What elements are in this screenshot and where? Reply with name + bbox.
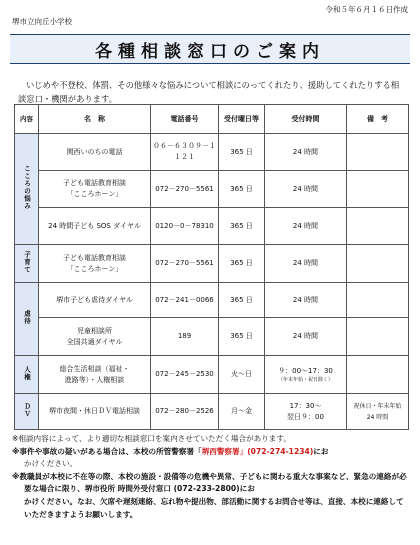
- consultation-table: [14, 104, 409, 430]
- service-name: 子ども電話教育相談 「こころホーン」: [39, 245, 151, 283]
- table-row: [15, 318, 409, 356]
- creation-date: 令和５年６月１６日作成: [325, 5, 408, 14]
- service-hours: 24 時間: [265, 134, 347, 171]
- table-row: [15, 208, 409, 245]
- service-hours: 24 時間: [265, 171, 347, 208]
- header-phone: 電話番号: [151, 105, 219, 134]
- service-name: 関西いのちの電話: [39, 134, 151, 171]
- service-days: 365 日: [219, 208, 265, 245]
- police-contact: 堺西警察署」(072-274-1234): [201, 446, 314, 456]
- table-header-row: [15, 105, 409, 134]
- table-row: [15, 394, 409, 430]
- service-notes: [347, 134, 409, 171]
- phone-number: 189: [151, 318, 219, 356]
- service-notes: [347, 245, 409, 283]
- hours-footnote: （年末年始・祝日除く）: [277, 376, 333, 383]
- header-hours: 受付時間: [265, 105, 347, 134]
- service-name: 堺市子ども虐待ダイヤル: [39, 283, 151, 318]
- table-row: [15, 283, 409, 318]
- service-name: 児童相談所 全国共通ダイヤル: [39, 318, 151, 356]
- phone-number: 0120－0－78310: [151, 208, 219, 245]
- note-emergency: ※教職員が本校に不在等の際、本校の施設・設備等の危機や異常、子どもに関わる重大な事案など、緊急の連絡が必要な場合に限り、堺市役所 時間外受付窓口 (072-233-2800)にお かけください。なお、欠席や遅刻連絡、忘れ物や提出物、部活動に関するお問合せ等は、直接、本校に連絡していただきますようお願いします。: [12, 471, 407, 519]
- header-name: 名 称: [39, 105, 151, 134]
- service-notes: [347, 283, 409, 318]
- note-police: ※事件や事故の疑いがある場合は、本校の所管警察署「堺西警察署」(072-274-1234)にお かけください。: [12, 446, 329, 469]
- table-row: [15, 245, 409, 283]
- intro-text: いじめや不登校、体罰、その他様々な悩みについて相談にのってくれたり、援助してくれたりする相談窓口・機関があります。: [18, 80, 400, 105]
- service-hours: 17：30～ 翌日９：00: [265, 394, 347, 430]
- service-days: 火～日: [219, 356, 265, 394]
- phone-number: 072－241－0066: [151, 283, 219, 318]
- category-jinken: 人権: [15, 356, 39, 394]
- phone-number: 072－270－5561: [151, 245, 219, 283]
- service-hours: ９：00～17：30 （年末年始・祝日除く）: [265, 356, 347, 394]
- page-title: 各種相談窓口のご案内: [95, 41, 325, 62]
- service-days: 365 日: [219, 245, 265, 283]
- service-notes: [347, 318, 409, 356]
- service-hours: 24 時間: [265, 318, 347, 356]
- service-days: 365 日: [219, 283, 265, 318]
- title-banner: [10, 34, 410, 64]
- header-category: 内容: [15, 105, 39, 134]
- service-hours: 24 時間: [265, 245, 347, 283]
- service-notes: 祝休日・年末年始 24 時間: [347, 394, 409, 430]
- service-name: 子ども電話教育相談 「こころホーン」: [39, 171, 151, 208]
- footnotes: [12, 433, 410, 521]
- service-notes: [347, 356, 409, 394]
- category-dv: ＤＶ: [15, 394, 39, 430]
- service-hours: 24 時間: [265, 283, 347, 318]
- phone-number: 072－280－2526: [151, 394, 219, 430]
- service-notes: [347, 171, 409, 208]
- phone-number: 072－245－2530: [151, 356, 219, 394]
- service-name: 堺市夜間・休日ＤＶ電話相談: [39, 394, 151, 430]
- service-days: 月～金: [219, 394, 265, 430]
- table-row: [15, 171, 409, 208]
- category-kosodate: 子育て: [15, 245, 39, 283]
- service-days: 365 日: [219, 171, 265, 208]
- category-kokoro: こころの悩み: [15, 134, 39, 245]
- service-name: 24 時間子ども SOS ダイヤル: [39, 208, 151, 245]
- service-days: 365 日: [219, 318, 265, 356]
- header-notes: 備 考: [347, 105, 409, 134]
- service-hours: 24 時間: [265, 208, 347, 245]
- header-days: 受付曜日等: [219, 105, 265, 134]
- service-days: 365 日: [219, 134, 265, 171]
- service-notes: [347, 208, 409, 245]
- phone-number: 072－270－5561: [151, 171, 219, 208]
- note-referral: ※相談内容によって、より適切な相談窓口を案内させていただく場合があります。: [12, 434, 291, 443]
- phone-number: ０６－６３０９－１１２１: [151, 134, 219, 171]
- school-name: 堺市立向丘小学校: [12, 17, 72, 26]
- table-row: [15, 356, 409, 394]
- category-gyakutai: 虐待: [15, 283, 39, 356]
- service-name: 総合生活相談（福祉・ 進路等）・人権相談: [39, 356, 151, 394]
- table-row: [15, 134, 409, 171]
